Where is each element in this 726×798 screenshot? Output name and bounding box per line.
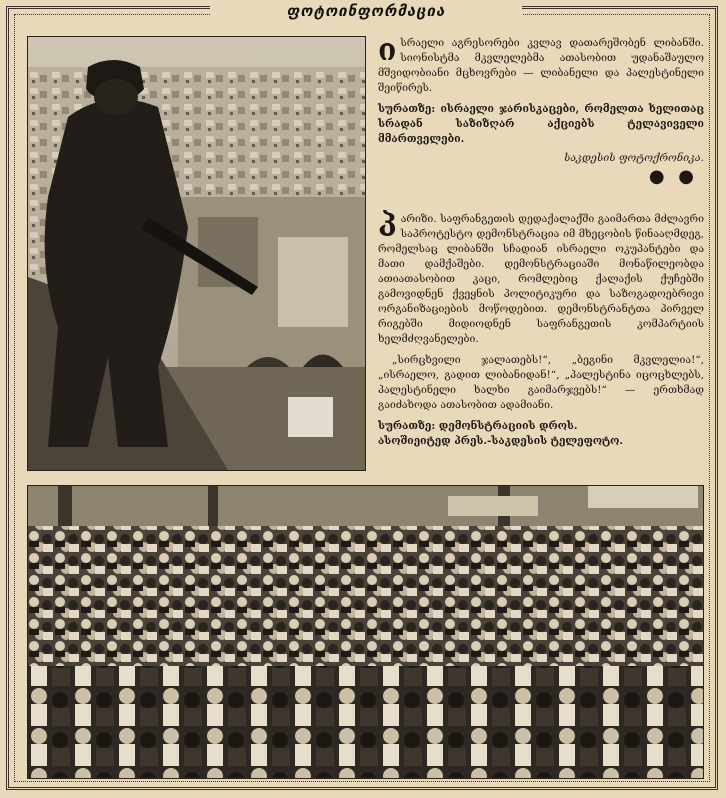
article2-dropcap: პ [378, 209, 397, 244]
article2-slogans: „სირცხვილი ჯალათებს!“, „ბეგინი მკვლელია!“, „ისრაელო, გადით ლიბანიდან!“, „პალესტინა იცოცხლებს, პალესტინელი ხალხი გაიმარჯვებს!“ — ერთხმად გაიძახოდა ათასობით ადამიანი. [378, 354, 704, 411]
article-paris-demonstration [378, 209, 704, 449]
crowd-photo-illustration [28, 486, 703, 778]
article2-credit: ასოშიეიტედ პრეს.-საკდესის ტელეფოტო. [378, 435, 624, 447]
article2-caption: სურათზე: დემონსტრაციის დროს. [378, 420, 578, 432]
article1-text: სრაელი აგრესორები კვლავ დათარეშობენ ლიბანში. სიონისტმა მკვლელებმა ათასობით უდანაშაულო მშვიდობიანი მცხოვრები — ლიბანელი და პალესტინელი შეიწირეს. [378, 37, 704, 94]
photo-demonstration [27, 485, 704, 779]
soldier-photo-illustration [28, 37, 365, 470]
article1-dropcap: ი [378, 33, 397, 68]
page-title: ფოტოინფორმაცია [286, 2, 446, 20]
photo-soldier [27, 36, 366, 471]
header-banner [210, 0, 522, 22]
article2-body [378, 209, 704, 347]
article2-text: არიზი. საფრანგეთის დედაქალაქში გაიმართა მძლავრი საპროტესტო დემონსტრაცია იმ მხეცობის წინააღმდეგ, რომელსაც ლიბანში სჩადიან ისრაელი ოკუპანტები და მათი დამქაშები. დემონსტრაციაში მონაწილეობდა ათიათასობით კაცი, რომლებიც ქალაქის ქუჩებში გამოვიდნენ ქვეყნის პოლიტიკური და საზოგადოებრივი ორგანიზაციების მოწოდებით. დემონსტრანტთა პირველ რიგებში მიდიოდნენ საფრანგეთის კომპარტიის ხელმძღვანელები. [378, 213, 704, 345]
article-israel-lebanon [378, 33, 704, 188]
article1-body [378, 33, 704, 96]
section-separator: ● ● [648, 166, 698, 187]
article1-credit: საკდესის ფოტოქრონიკა. [563, 152, 704, 164]
article1-caption: სურათზე: ისრაელი ჯარისკაცები, რომელთა ხელითაც სრადან საზიზღარ აქციებს ტელავიველი მმართველები. [378, 103, 704, 145]
